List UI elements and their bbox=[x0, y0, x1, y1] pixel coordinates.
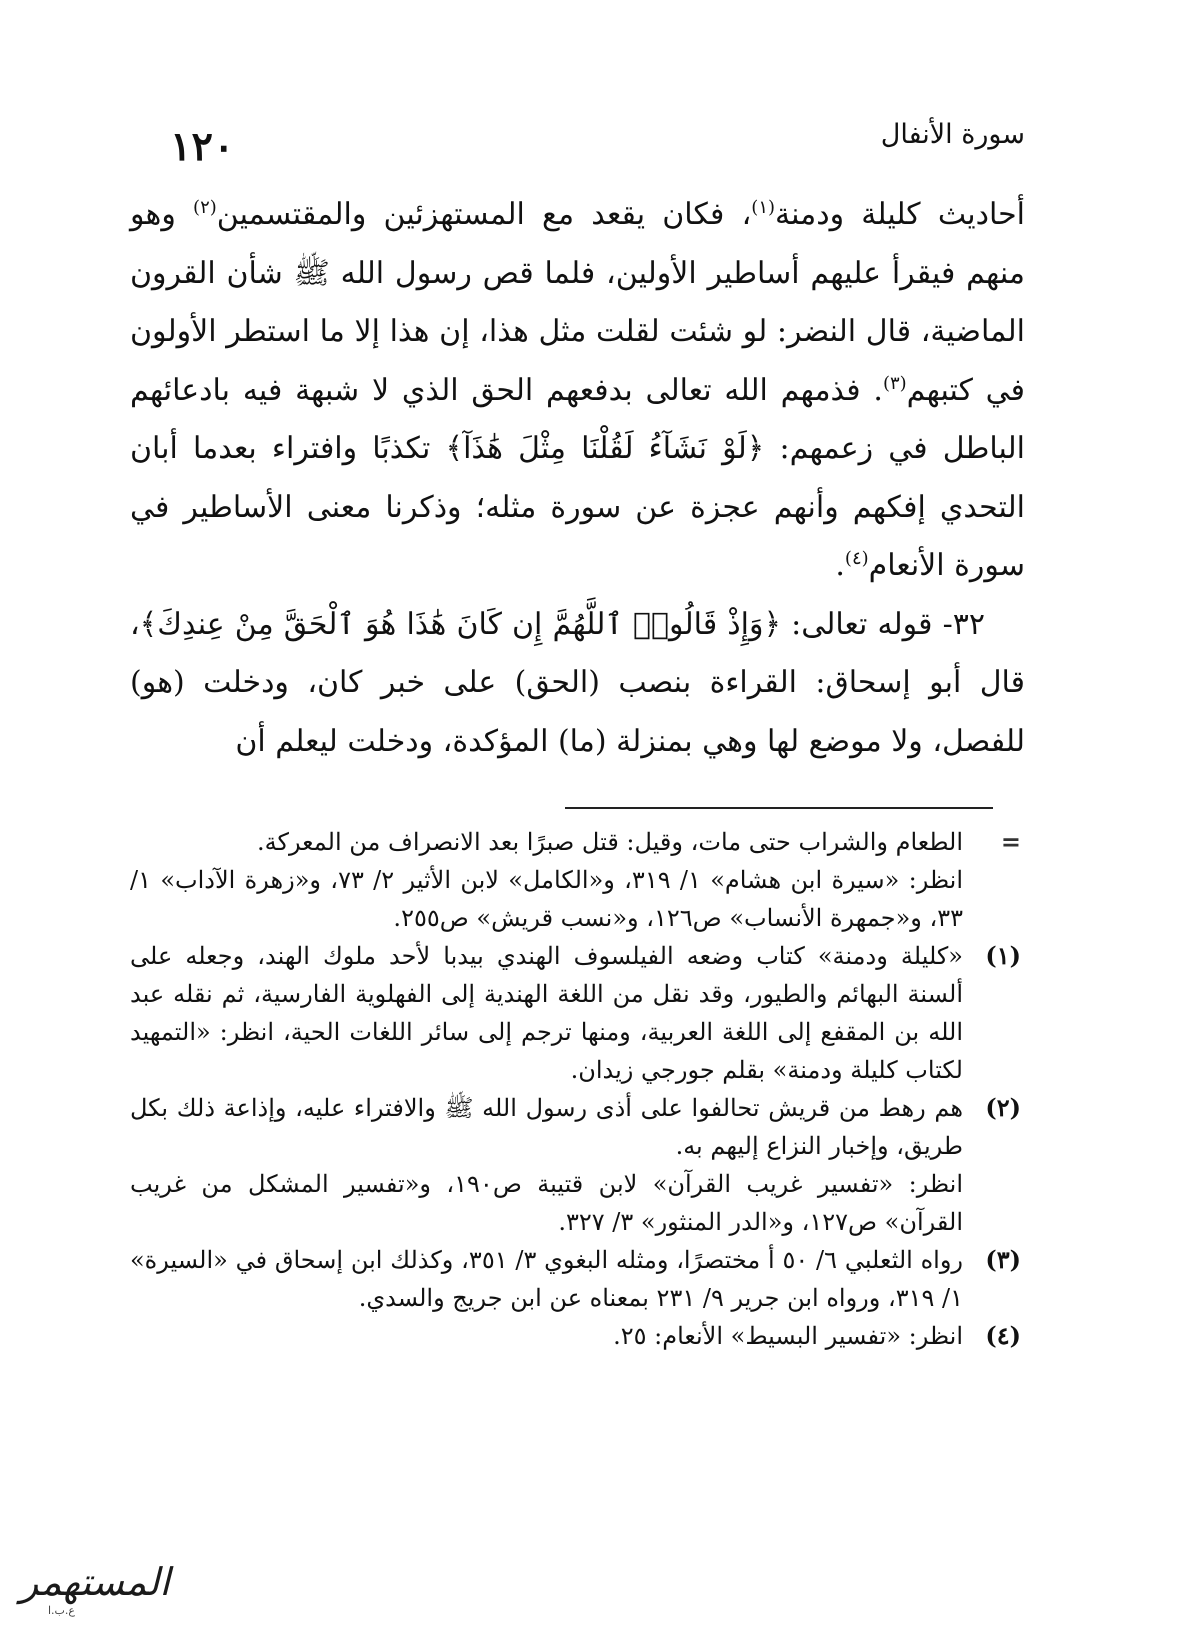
page-number: ١٢٠ bbox=[170, 123, 235, 170]
logo-subtext: ع.ب.ا bbox=[48, 1604, 75, 1617]
continuation-mark: = bbox=[1000, 827, 1021, 856]
footnote-number: (٢) bbox=[985, 1093, 1021, 1122]
paragraph-2: ٣٢- قوله تعالى: ﴿وَإِذْ قَالُوا۟ ٱللَّهُمَّ إِن كَانَ هَٰذَا هُوَ ٱلْحَقَّ مِنْ عِندِكَ﴾، قال أبو إسحاق: القراءة بنصب (الحق) على خبر كان، ودخلت (هو) للفصل، ولا موضع لها وهي بمنزلة (ما) المؤكدة، ودخلت ليعلم أن bbox=[130, 606, 1025, 759]
footnote-ref[interactable]: (١) bbox=[751, 197, 776, 218]
footnote-number: (١) bbox=[985, 941, 1021, 970]
surah-title: سورة الأنفال bbox=[880, 119, 1025, 150]
footnote-number: (٣) bbox=[985, 1245, 1021, 1274]
footnote-4 bbox=[130, 1317, 1025, 1355]
text-run: ، فكان يقعد مع المستهزئين والمقتسمين bbox=[216, 197, 752, 232]
text-run: وهو منهم فيقرأ عليهم أساطير الأولين، فلما قص رسول الله ﷺ شأن القرون الماضية، قال النضر: لو شئت لقلت مثل هذا، إن هذا إلا ما استطر الأولون في كتبهم bbox=[130, 197, 1025, 408]
text-run: أحاديث كليلة ودمنة bbox=[775, 197, 1026, 232]
publisher-logo bbox=[8, 1560, 170, 1630]
footnote-text: انظر: «تفسير البسيط» الأنعام: ٢٥. bbox=[613, 1322, 963, 1350]
footnote-text: «كليلة ودمنة» كتاب وضعه الفيلسوف الهندي بيدبا لأحد ملوك الهند، وجعله على ألسنة البهائم والطيور، وقد نقل من اللغة الهندية إلى الفهلوية الفارسية، ثم نقله عبد الله بن المقفع إلى اللغة العربية، ومنها ترجم إلى سائر اللغات الحية، انظر: «التمهيد لكتاب كليلة ودمنة» بقلم جورجي زيدان. bbox=[130, 942, 964, 1084]
footnote-text: هم رهط من قريش تحالفوا على أذى رسول الله ﷺ والافتراء عليه، وإذاعة ذلك بكل طريق، وإخبار النزاع إليهم به. bbox=[130, 1094, 963, 1160]
footnote-number: (٤) bbox=[985, 1321, 1021, 1350]
logo-text: المستهمر bbox=[20, 1560, 170, 1604]
paragraph-1 bbox=[130, 186, 1025, 596]
footnote-ref[interactable]: (٢) bbox=[193, 197, 217, 218]
page-header bbox=[170, 115, 1025, 175]
footnote-ref[interactable]: (٣) bbox=[882, 372, 907, 394]
footnote-text: انظر: «سيرة ابن هشام» ١/ ٣١٩، و«الكامل» لابن الأثير ٢/ ٧٣، و«زهرة الآداب» ١/ ٣٣، و«جمهرة الأنساب» ص١٢٦، و«نسب قريش» ص٢٥٥. bbox=[130, 866, 963, 932]
footnote-1 bbox=[130, 937, 1025, 1089]
footnotes bbox=[130, 823, 1025, 1355]
footnote-text: الطعام والشراب حتى مات، وقيل: قتل صبرًا بعد الانصراف من المعركة. bbox=[257, 828, 963, 856]
footnote-text: رواه الثعلبي ٦/ ٥٠ أ مختصرًا، ومثله البغوي ٣/ ٣٥١، وكذلك ابن إسحاق في «السيرة» ١/ ٣١٩، ورواه ابن جرير ٩/ ٢٣١ بمعناه عن ابن جريج والسدي. bbox=[130, 1246, 964, 1312]
footnote-text: انظر: «تفسير غريب القرآن» لابن قتيبة ص١٩٠، و«تفسير المشكل من غريب القرآن» ص١٢٧، و«الدر المنثور» ٣/ ٣٢٧. bbox=[130, 1170, 963, 1236]
footnote-2 bbox=[130, 1089, 1025, 1241]
main-text bbox=[130, 186, 1025, 771]
footnote-continuation bbox=[130, 823, 1025, 937]
footnote-3 bbox=[130, 1241, 1025, 1317]
footnote-ref[interactable]: (٤) bbox=[844, 548, 869, 569]
text-run: . فذمهم الله تعالى بدفعهم الحق الذي لا شبهة فيه بادعائهم الباطل في زعمهم: ﴿لَوْ نَشَآءُ لَقُلْنَا مِثْلَ هَٰذَآ﴾ تكذبًا وافتراء بعدما أبان التحدي إفكهم وأنهم عجزة عن سورة مثله؛ وذكرنا معنى الأساطير في سورة الأنعام bbox=[130, 372, 1025, 583]
footnote-divider bbox=[565, 807, 993, 809]
text-run: . bbox=[835, 548, 845, 583]
